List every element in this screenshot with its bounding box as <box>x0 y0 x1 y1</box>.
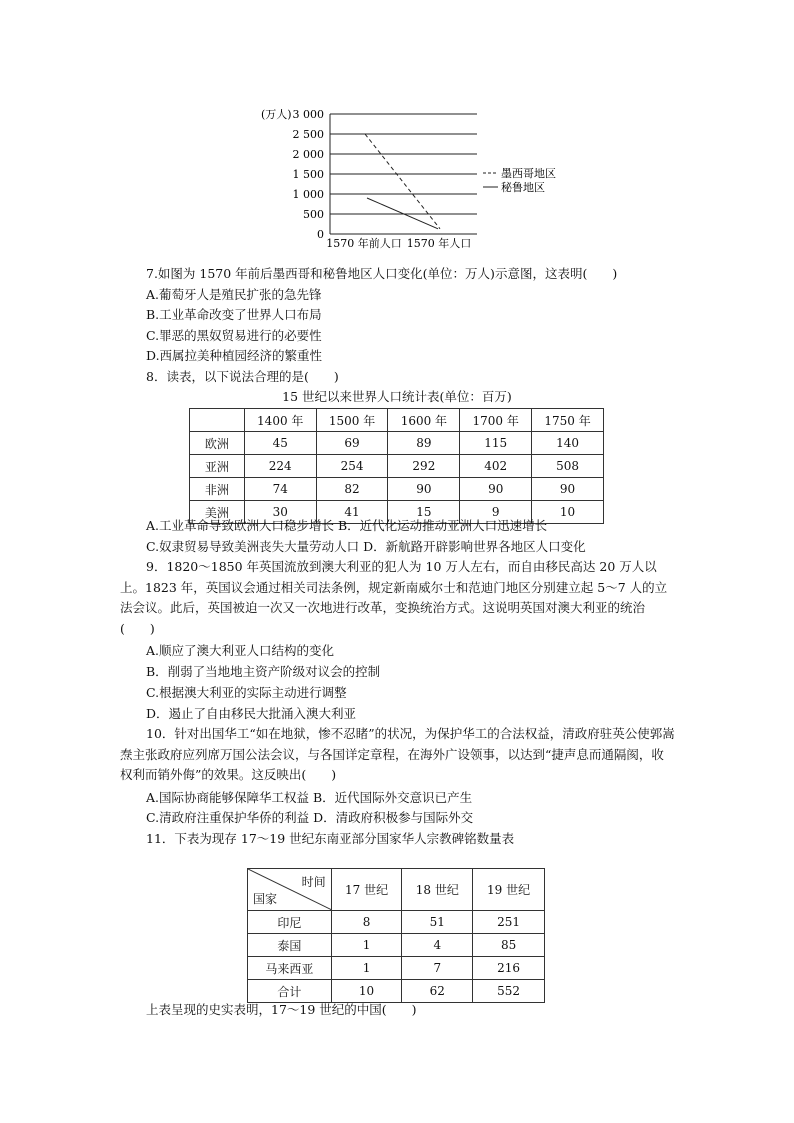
table-cell: 90 <box>532 478 604 501</box>
y-tick-label: 3 000 <box>292 108 324 121</box>
table-cell: 印尼 <box>248 911 332 934</box>
y-tick-label: 0 <box>317 228 324 241</box>
table-cell: 51 <box>402 911 473 934</box>
legend-label: 墨西哥地区 <box>501 167 556 180</box>
table-row <box>248 911 545 934</box>
legend-label: 秘鲁地区 <box>501 181 545 194</box>
table-cell: 15 <box>388 501 460 524</box>
table-row <box>190 455 604 478</box>
x-tick-label: 1570 年前人口 <box>326 237 402 250</box>
q10-options-ab: A.国际协商能够保障华工权益 B．近代国际外交意识已产生 <box>146 790 473 805</box>
table-cell: 508 <box>532 455 604 478</box>
table-cell: 552 <box>473 980 545 1003</box>
table-cell: 89 <box>388 432 460 455</box>
corner-label-country: 国家 <box>253 892 278 906</box>
table-cell: 254 <box>316 455 388 478</box>
q9-option-d: D．遏止了自由移民大批涌入澳大利亚 <box>146 706 357 721</box>
table-cell: 90 <box>460 478 532 501</box>
population-table <box>189 408 604 524</box>
diagonal-header-cell <box>248 869 332 911</box>
y-tick-label: 1 500 <box>292 168 324 181</box>
table-cell: 69 <box>316 432 388 455</box>
y-axis-unit: (万人) <box>261 108 292 121</box>
q8-options-cd: C.奴隶贸易导致美洲丧失大量劳动人口 D．新航路开辟影响世界各地区人口变化 <box>146 539 586 554</box>
q7-stem: 7.如图为 1570 年前后墨西哥和秘鲁地区人口变化(单位：万人)示意图，这表明( ) <box>146 266 618 281</box>
q9-stem: 9．1820～1850 年英国流放到澳大利亚的犯人为 10 万人左右，而自由移民高达 20 万人以上。1823 年，英国议会通过相关司法条例，规定新南威尔士和范迪门地区分别建立起 5～7 人的立法会议。此后，英国被迫一次又一次地进行改革，变换统治方式。这说明英国对澳大利亚的统治( ) <box>120 559 668 636</box>
table-cell: 82 <box>316 478 388 501</box>
table-cell: 45 <box>244 432 316 455</box>
table-cell: 216 <box>473 957 545 980</box>
table-header-row <box>248 869 545 911</box>
table-cell: 62 <box>402 980 473 1003</box>
y-tick-label: 2 000 <box>292 148 324 161</box>
table-row <box>190 432 604 455</box>
q7-option-d: D.西属拉美种植园经济的繁重性 <box>146 348 323 363</box>
table-header-cell: 1700 年 <box>460 409 532 432</box>
q7-option-a: A.葡萄牙人是殖民扩张的急先锋 <box>146 287 322 302</box>
q8-stem: 8．读表，以下说法合理的是( ) <box>146 369 339 384</box>
table-cell: 马来西亚 <box>248 957 332 980</box>
q8-table-title: 15 世纪以来世界人口统计表(单位：百万) <box>282 389 512 404</box>
q9-option-a: A.顺应了澳大利亚人口结构的变化 <box>146 643 335 658</box>
table-cell: 10 <box>532 501 604 524</box>
table-header-cell: 1600 年 <box>388 409 460 432</box>
table-row <box>248 934 545 957</box>
q7-option-c: C.罪恶的黑奴贸易进行的必要性 <box>146 328 322 343</box>
table-cell: 10 <box>331 980 402 1003</box>
table-header-cell: 1400 年 <box>244 409 316 432</box>
table-cell: 8 <box>331 911 402 934</box>
y-tick-label: 500 <box>303 208 324 221</box>
series-line <box>365 134 440 229</box>
q7-option-b: B.工业革命改变了世界人口布局 <box>146 307 322 322</box>
q10-stem: 10．针对出国华工“如在地狱，惨不忍睹”的状况，为保护华工的合法权益，清政府驻英公使郭嵩焘主张政府应列席万国公法会议，与各国详定章程，在海外广设领事，以达到“捷声息而通隔阂，收权利而销外侮”的效果。这反映出( ) <box>120 726 675 782</box>
q8-options-ab: A.工业革命导致欧洲人口稳步增长 B．近代化运动推动亚洲人口迅速增长 <box>146 518 548 533</box>
table-cell: 合计 <box>248 980 332 1003</box>
population-chart <box>250 104 570 254</box>
table-header-cell: 18 世纪 <box>402 869 473 911</box>
table-cell: 美洲 <box>190 501 245 524</box>
table-cell: 4 <box>402 934 473 957</box>
q9-option-b: B．削弱了当地地主资产阶级对议会的控制 <box>146 664 381 679</box>
q9-option-c: C.根据澳大利亚的实际主动进行调整 <box>146 685 347 700</box>
table-cell: 1 <box>331 957 402 980</box>
q10-options-cd: C.清政府注重保护华侨的利益 D．清政府积极参与国际外交 <box>146 810 474 825</box>
table-cell: 7 <box>402 957 473 980</box>
table-header-cell: 1750 年 <box>532 409 604 432</box>
y-tick-label: 2 500 <box>292 128 324 141</box>
table-cell: 泰国 <box>248 934 332 957</box>
table-row <box>248 957 545 980</box>
corner-label-time: 时间 <box>301 875 326 889</box>
x-tick-label: 1570 年人口 <box>406 237 472 250</box>
table-cell: 41 <box>316 501 388 524</box>
q11-question: 上表呈现的史实表明，17～19 世纪的中国( ) <box>146 1002 417 1017</box>
table-cell: 74 <box>244 478 316 501</box>
table-cell: 非洲 <box>190 478 245 501</box>
table-cell: 亚洲 <box>190 455 245 478</box>
table-cell: 251 <box>473 911 545 934</box>
table-cell: 30 <box>244 501 316 524</box>
inscription-table <box>247 868 545 1003</box>
table-cell: 402 <box>460 455 532 478</box>
table-cell: 140 <box>532 432 604 455</box>
table-cell: 85 <box>473 934 545 957</box>
table-cell: 292 <box>388 455 460 478</box>
table-header-cell: 1500 年 <box>316 409 388 432</box>
table-header-cell: 17 世纪 <box>331 869 402 911</box>
table-header-cell: 19 世纪 <box>473 869 545 911</box>
table-header-row <box>190 409 604 432</box>
table-cell: 9 <box>460 501 532 524</box>
q11-stem: 11．下表为现存 17～19 世纪东南亚部分国家华人宗教碑铭数量表 <box>146 831 515 846</box>
table-cell: 1 <box>331 934 402 957</box>
table-header-cell <box>190 409 245 432</box>
y-tick-label: 1 000 <box>292 188 324 201</box>
table-cell: 224 <box>244 455 316 478</box>
table-row <box>190 478 604 501</box>
table-cell: 90 <box>388 478 460 501</box>
table-row <box>248 980 545 1003</box>
table-cell: 欧洲 <box>190 432 245 455</box>
table-cell: 115 <box>460 432 532 455</box>
